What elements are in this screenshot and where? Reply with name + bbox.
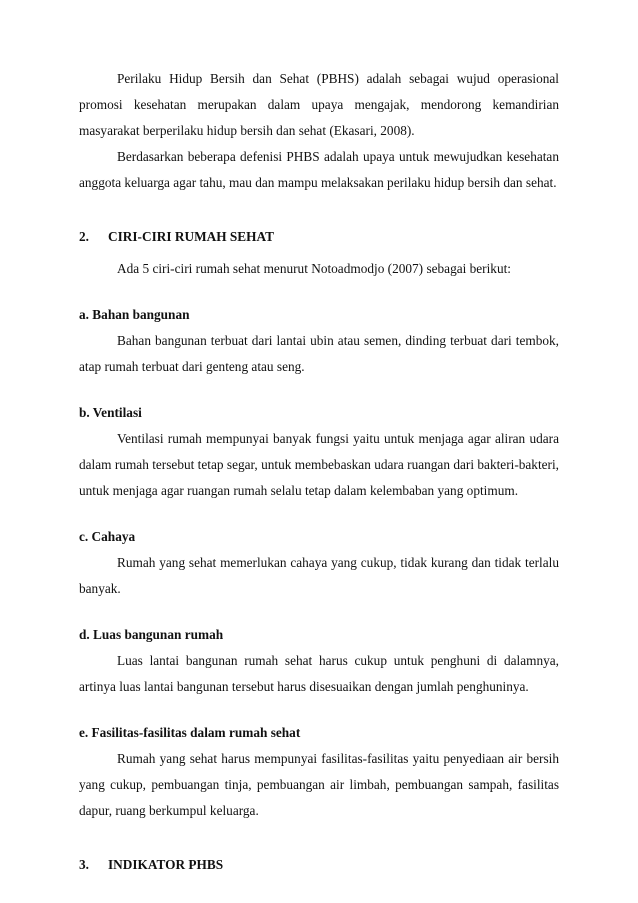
section-number: 3. [79,857,89,872]
paragraph-ventilasi: Ventilasi rumah mempunyai banyak fungsi yaitu untuk menjaga agar aliran udara dalam rumah tersebut tetap segar, untuk membebaskan udara ruangan dari bakteri-bakteri, untuk menjaga agar ruangan rumah selalu tetap dalam kelembaban yang optimum. [79,431,559,498]
section-heading-ciri-ciri [79,224,559,250]
document-page [79,66,559,878]
subheading-cahaya: c. Cahaya [79,529,136,544]
section-number: 2. [79,229,89,244]
section-title: CIRI-CIRI RUMAH SEHAT [108,229,274,244]
paragraph-cahaya: Rumah yang sehat memerlukan cahaya yang cukup, tidak kurang dan tidak terlalu banyak. [79,555,559,596]
subheading-bahan-bangunan: a. Bahan bangunan [79,307,190,322]
paragraph-luas-bangunan: Luas lantai bangunan rumah sehat harus cukup untuk penghuni di dalamnya, artinya luas lantai bangunan tersebut harus disesuaikan dengan jumlah penghuninya. [79,653,559,694]
subheading-fasilitas: e. Fasilitas-fasilitas dalam rumah sehat [79,725,301,740]
subheading-luas-bangunan: d. Luas bangunan rumah [79,627,224,642]
section-intro: Ada 5 ciri-ciri rumah sehat menurut Notoadmodjo (2007) sebagai berikut: [117,261,511,276]
paragraph-pbhs-definition: Perilaku Hidup Bersih dan Sehat (PBHS) adalah sebagai wujud operasional promosi kesehatan merupakan dalam upaya mengajak, mendorong kemandirian masyarakat berperilaku hidup bersih dan sehat (Ekasari, 2008). [79,71,559,138]
paragraph-fasilitas: Rumah yang sehat harus mempunyai fasilitas-fasilitas yaitu penyediaan air bersih yang cukup, pembuangan tinja, pembuangan air limbah, pembuangan sampah, fasilitas dapur, ruang berkumpul keluarga. [79,751,559,818]
paragraph-bahan-bangunan: Bahan bangunan terbuat dari lantai ubin atau semen, dinding terbuat dari tembok, atap rumah terbuat dari genteng atau seng. [79,333,559,374]
subheading-ventilasi: b. Ventilasi [79,405,142,420]
paragraph-phbs-effort: Berdasarkan beberapa defenisi PHBS adalah upaya untuk mewujudkan kesehatan anggota keluarga agar tahu, mau dan mampu melaksakan perilaku hidup bersih dan sehat. [79,149,559,190]
section-heading-indikator [79,852,559,878]
section-title: INDIKATOR PHBS [108,857,224,872]
